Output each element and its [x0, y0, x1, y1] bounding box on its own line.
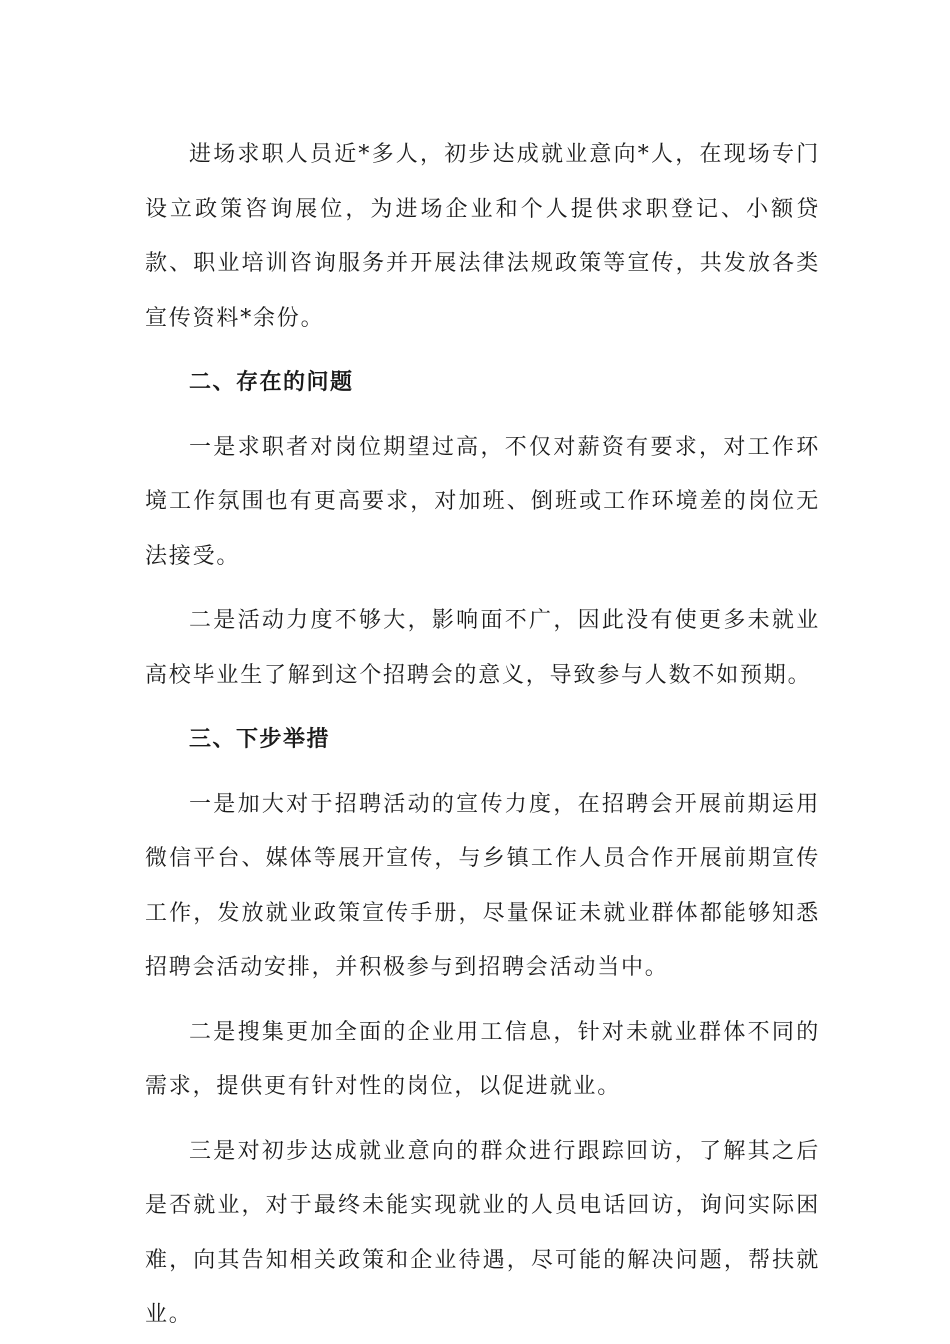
paragraph-problem-reach: 二是活动力度不够大，影响面不广，因此没有使更多未就业高校毕业生了解到这个招聘会的意义，导致参与人数不如预期。 [145, 608, 820, 688]
paragraph-step-follow-up: 三是对初步达成就业意向的群众进行跟踪回访，了解其之后是否就业，对于最终未能实现就业的人员电话回访，询问实际困难，向其告知相关政策和企业待遇，尽可能的解决问题，帮扶就业。 [145, 1138, 820, 1327]
paragraph-step-publicity: 一是加大对于招聘活动的宣传力度，在招聘会开展前期运用微信平台、媒体等展开宣传，与乡镇工作人员合作开展前期宣传工作，发放就业政策宣传手册，尽量保证未就业群体都能够知悉招聘会活动安排，并积极参与到招聘会活动当中。 [145, 791, 820, 980]
paragraph-job-fair-summary: 进场求职人员近*多人，初步达成就业意向*人，在现场专门设立政策咨询展位，为进场企业和个人提供求职登记、小额贷款、职业培训咨询服务并开展法律法规政策等宣传，共发放各类宣传资料*余份。 [145, 142, 820, 331]
document-page [145, 128, 820, 1343]
section-heading-next-steps: 三、下步举措 [189, 727, 331, 752]
section-heading-problems: 二、存在的问题 [189, 370, 354, 395]
paragraph-step-employer-info: 二是搜集更加全面的企业用工信息，针对未就业群体不同的需求，提供更有针对性的岗位，以促进就业。 [145, 1019, 820, 1099]
paragraph-problem-expectations: 一是求职者对岗位期望过高，不仅对薪资有要求，对工作环境工作氛围也有更高要求，对加班、倒班或工作环境差的岗位无法接受。 [145, 434, 820, 569]
